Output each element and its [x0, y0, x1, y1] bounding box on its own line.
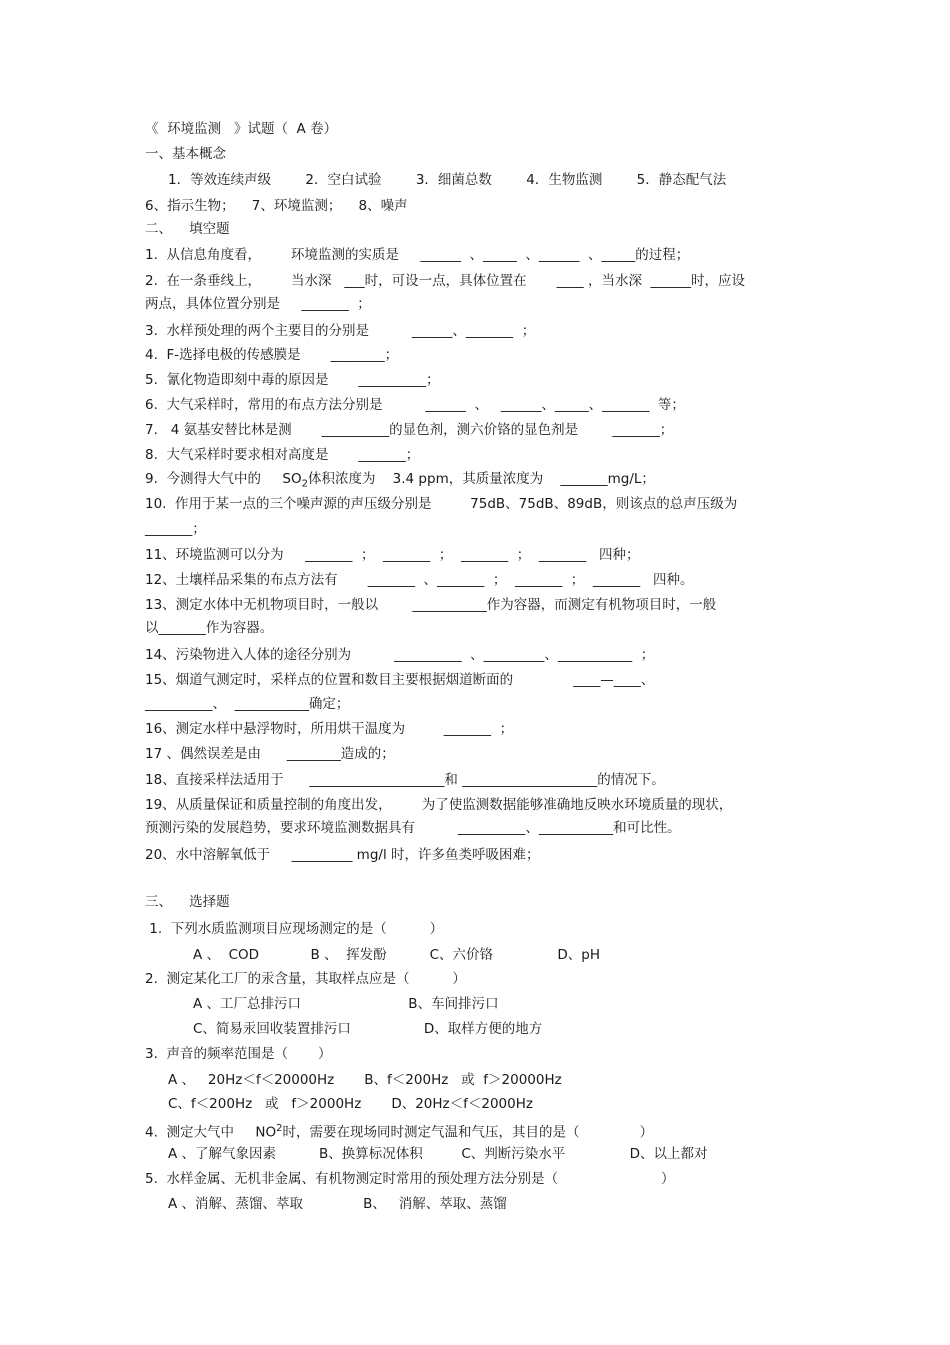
fill-question-15-line-1: 15、烟道气测定时，采样点的位置和数目主要根据烟道断面的 ____—____、 — [145, 672, 655, 688]
choice-question-1-options: A 、 COD B 、 挥发酚 C、六价铬 D、pH — [193, 947, 601, 963]
fill-question-19-line-2: 预测污染的发展趋势，要求环境监测数据具有 __________、___________和可比性。 — [145, 820, 681, 836]
fill-question-2-line-2: 两点，具体位置分别是 _______ ； — [145, 296, 371, 312]
fill-question-13-line-1: 13、测定水体中无机物项目时，一般以 ___________作为容器，而测定有机物项目时，一般 — [145, 597, 717, 613]
choice-question-2-options-b: C、简易汞回收装置排污口 D、取样方便的地方 — [193, 1021, 543, 1037]
q4-part-1: 4. 测定大气中 NO — [145, 1124, 277, 1141]
q4-subscript: 2 — [276, 1123, 283, 1134]
choice-question-4-options: A 、了解气象因素 B、换算标况体积 C、判断污染水平 D、以上都对 — [168, 1146, 708, 1162]
fill-question-8: 8. 大气采样时要求相对高度是 _______； — [145, 447, 420, 463]
choice-question-3-options-b: C、f＜200Hz 或 f＞2000Hz D、20Hz＜f＜2000Hz — [168, 1096, 533, 1112]
exam-title: 《 环境监测 》试题（ A 卷） — [145, 121, 338, 137]
fill-question-4: 4. F-选择电极的传感膜是 ________； — [145, 347, 399, 363]
fill-question-12: 12、土壤样品采集的布点方法有 _______ 、_______ ； _______ ； _______ 四种。 — [145, 572, 694, 588]
choice-question-1: 1. 下列水质监测项目应现场测定的是（ ） — [145, 921, 444, 937]
fill-question-2-line-1: 2. 在一条垂线上， 当水深 ___时，可设一点，具体位置在 ____ ，当水深 ______时，应设 — [145, 273, 746, 289]
fill-question-14: 14、污染物进入人体的途径分别为 __________ 、_________、___________ ； — [145, 647, 655, 663]
fill-question-13-line-2: 以_______作为容器。 — [145, 620, 274, 636]
fill-question-15-line-2: __________、 ___________确定； — [145, 696, 350, 712]
fill-question-17: 17 、偶然误差是由 ________造成的； — [145, 746, 395, 762]
section-heading-concepts: 一、基本概念 — [145, 146, 226, 162]
fill-question-11: 11、环境监测可以分为 _______ ； _______ ； _______ ； _______ 四种； — [145, 547, 640, 563]
choice-question-2-options-a: A 、工厂总排污口 B、车间排污口 — [193, 996, 499, 1012]
fill-question-1: 1. 从信息角度看， 环境监测的实质是 ______ 、_____ 、______ 、_____的过程； — [145, 247, 690, 263]
fill-question-10-line-1: 10. 作用于某一点的三个噪声源的声压级分别是 75dB、75dB、89dB，则该点的总声压级为 — [145, 496, 738, 512]
section-heading-choice: 三、 选择题 — [145, 894, 230, 910]
choice-question-5-options: A 、消解、蒸馏、萃取 B、 消解、萃取、蒸馏 — [168, 1196, 507, 1212]
fill-question-7: 7. 4 氨基安替比林是测 __________的显色剂，测六价铬的显色剂是 _______； — [145, 422, 674, 438]
fill-question-10-line-2: _______； — [145, 521, 206, 537]
fill-question-18: 18、直接采样法适用于 ____________________和 ____________________的情况下。 — [145, 772, 665, 788]
fill-question-19-line-1: 19、从质量保证和质量控制的角度出发， 为了使监测数据能够准确地反映水环境质量的现状， — [145, 797, 733, 813]
choice-question-5: 5. 水样金属、无机非金属、有机物测定时常用的预处理方法分别是（ ） — [145, 1171, 675, 1187]
fill-question-6: 6. 大气采样时，常用的布点方法分别是 ______ 、 ______、_____、_______ 等； — [145, 397, 685, 413]
concept-list-line-1: 1．等效连续声级 2．空白试验 3．细菌总数 4．生物监测 5．静态配气法 — [168, 172, 727, 188]
fill-question-9 — [145, 470, 655, 494]
fill-question-3: 3. 水样预处理的两个主要目的分别是 ______、_______ ； — [145, 323, 536, 339]
concept-list-line-2: 6、指示生物； 7、环境监测； 8、噪声 — [145, 198, 408, 214]
section-heading-fill-blank: 二、 填空题 — [145, 221, 230, 237]
q9-part-1: 9. 今测得大气中的 SO — [145, 471, 302, 487]
choice-question-4 — [145, 1120, 653, 1142]
fill-question-20: 20、水中溶解氧低于 _________ mg/l 时，许多鱼类呼吸困难； — [145, 847, 540, 863]
fill-question-16: 16、测定水样中悬浮物时，所用烘干温度为 _______ ； — [145, 721, 514, 737]
fill-question-5: 5. 氰化物造即刻中毒的原因是 __________； — [145, 372, 440, 388]
q9-part-2: 体积浓度为 3.4 ppm，其质量浓度为 _______mg/L； — [308, 471, 655, 487]
choice-question-3: 3. 声音的频率范围是（ ） — [145, 1046, 332, 1062]
choice-question-2: 2. 测定某化工厂的汞含量，其取样点应是（ ） — [145, 971, 466, 987]
q4-part-2: 时，需要在现场同时测定气温和气压，其目的是（ ） — [282, 1124, 654, 1141]
choice-question-3-options-a: A 、 20Hz＜f＜20000Hz B、f＜200Hz 或 f＞20000Hz — [168, 1072, 562, 1088]
q9-subscript: 2 — [301, 478, 308, 490]
